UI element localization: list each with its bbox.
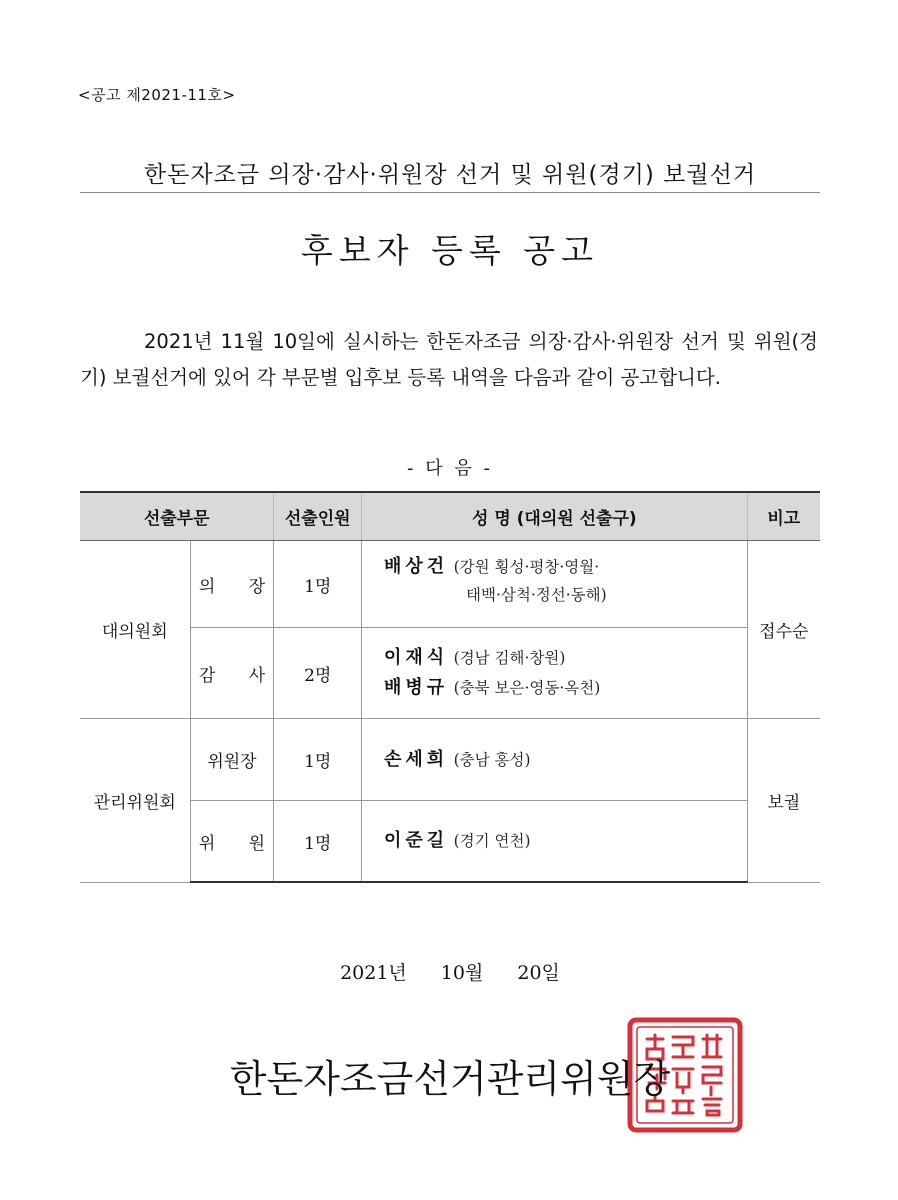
count-cell: 1명 [274,719,362,801]
document-number: <공고 제2021-11호> [78,86,236,104]
candidate-region: (경기 연천) [453,832,531,850]
candidate-name: 배병규 [384,677,449,698]
candidate-entry [384,826,747,856]
page-title: 후보자 등록 공고 [300,231,600,270]
count-cell: 1명 [274,801,362,883]
candidate-name: 이재식 [384,647,449,668]
role-cell: 감 사 [190,628,274,719]
names-cell [362,541,748,628]
names-cell [362,628,748,719]
candidate-name: 손세희 [384,748,449,770]
header-count: 선출인원 [274,492,362,541]
intro-text: 2021년 11월 10일에 실시하는 한돈자조금 의장·감사·위원장 선거 및 위원(경기) 보궐선거에 있어 각 부문별 입후보 등록 내역을 다음과 같이 공고합니다. [80,330,818,389]
candidate-region-continued: 태백·삼척·정선·동해) [466,586,607,604]
candidate-region: (강원 횡성·평창·영월· [453,558,600,576]
notice-heading: - 다 음 - [407,458,493,479]
table-row [80,719,820,801]
note-cell: 보궐 [747,719,820,883]
candidate-entry [384,552,747,582]
header-names: 성 명 (대의원 선출구) [362,492,748,541]
signer-title: 한돈자조금선거관리위원장 [229,1057,671,1101]
candidate-entry [384,673,747,703]
dept-cell: 관리위원회 [80,719,190,883]
intro-paragraph [80,324,818,396]
count-cell: 2명 [274,628,362,719]
candidate-name: 배상건 [384,556,449,577]
header-note: 비고 [747,492,820,541]
role-cell: 의 장 [190,541,274,628]
table-header-row [80,492,820,541]
role-cell: 위원장 [190,719,274,801]
table-row [80,801,820,883]
subtitle-divider [80,192,820,193]
candidate-entry [384,643,747,673]
table-row [80,541,820,628]
candidate-name: 이준길 [384,830,449,851]
dept-cell: 대의원회 [80,541,190,719]
candidate-table [80,491,820,883]
document-date: 2021년 10월 20일 [340,962,560,984]
count-cell: 1명 [274,541,362,628]
candidate-region: (경남 김해·창원) [453,649,566,667]
header-dept: 선출부문 [80,492,274,541]
candidate-entry [384,745,747,775]
candidate-region: (충남 홍성) [453,750,531,769]
candidate-region: (충북 보은·영동·옥천) [453,679,601,697]
table-row [80,628,820,719]
role-cell: 위 원 [190,801,274,883]
names-cell [362,719,748,801]
note-cell: 접수순 [747,541,820,719]
names-cell [362,801,748,883]
election-subtitle: 한돈자조금 의장·감사·위원장 선거 및 위원(경기) 보궐선거 [143,162,757,188]
